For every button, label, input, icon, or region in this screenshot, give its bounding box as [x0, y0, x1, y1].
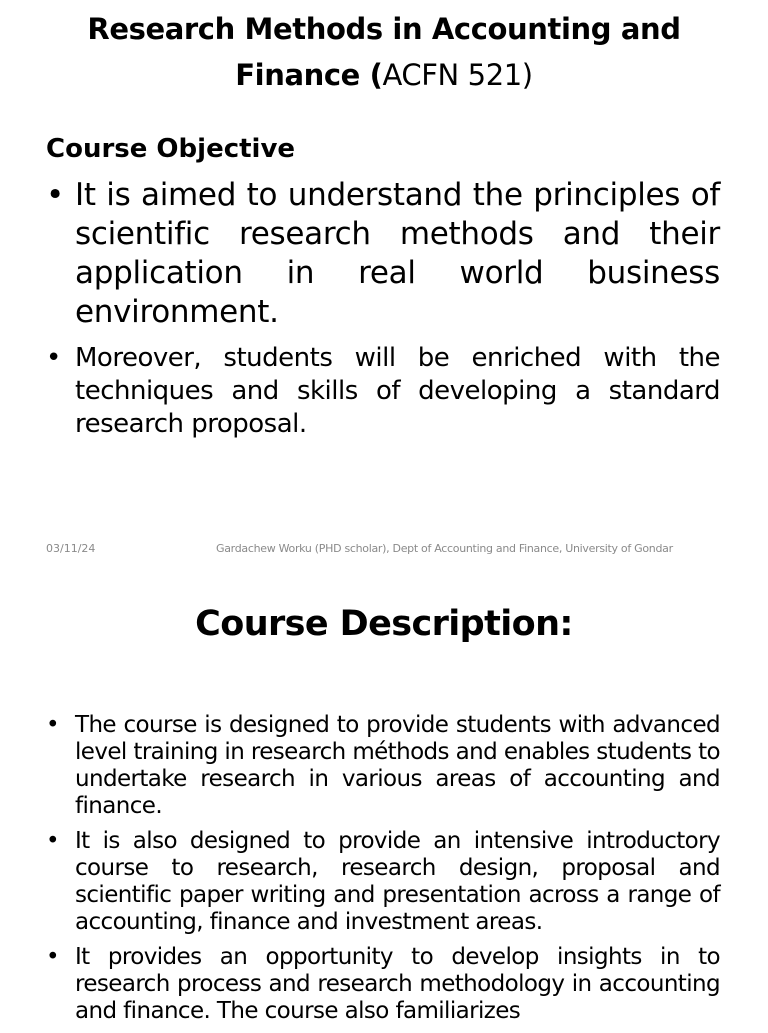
list-item-text: The course is designed to provide students with advanced level training in research méthods and enables students to undertake research in various areas of accounting and finance.	[75, 712, 720, 819]
bullet-icon: •	[46, 944, 59, 970]
list-item	[46, 828, 720, 936]
list-item-text: It is also designed to provide an intensive introductory course to research, research design, proposal and scientific paper writing and presentation across a range of accounting, finance and investment areas.	[75, 828, 720, 935]
bullet-icon: •	[46, 343, 61, 373]
title-main: Research Methods in Accounting and Finance (	[87, 12, 681, 92]
list-item	[46, 944, 720, 1025]
description-list	[46, 712, 720, 1033]
footer-author: Gardachew Worku (PHD scholar), Dept of Accounting and Finance, University of Gondar	[216, 542, 673, 555]
list-item-text: It is aimed to understand the principles of scientific research methods and their application in real world business environment.	[75, 177, 720, 330]
course-code: ACFN 521)	[382, 58, 533, 92]
list-item-text: It provides an opportunity to develop insights in to research process and research methodology in accounting and finance. The course also familiarizes	[75, 944, 720, 1024]
footer-date: 03/11/24	[46, 542, 96, 555]
slide-title: Course Description:	[195, 604, 573, 644]
bullet-icon: •	[46, 712, 59, 738]
bullet-icon: •	[46, 828, 59, 854]
objective-list	[46, 176, 720, 441]
bullet-icon: •	[46, 177, 64, 213]
list-item	[46, 176, 720, 332]
list-item	[46, 342, 720, 441]
list-item	[46, 712, 720, 820]
slide-description	[0, 572, 768, 1024]
list-item-text: Moreover, students will be enriched with the techniques and skills of developing a standard research proposal.	[75, 343, 720, 439]
section-heading: Course Objective	[46, 134, 296, 164]
slide-title	[40, 6, 728, 98]
